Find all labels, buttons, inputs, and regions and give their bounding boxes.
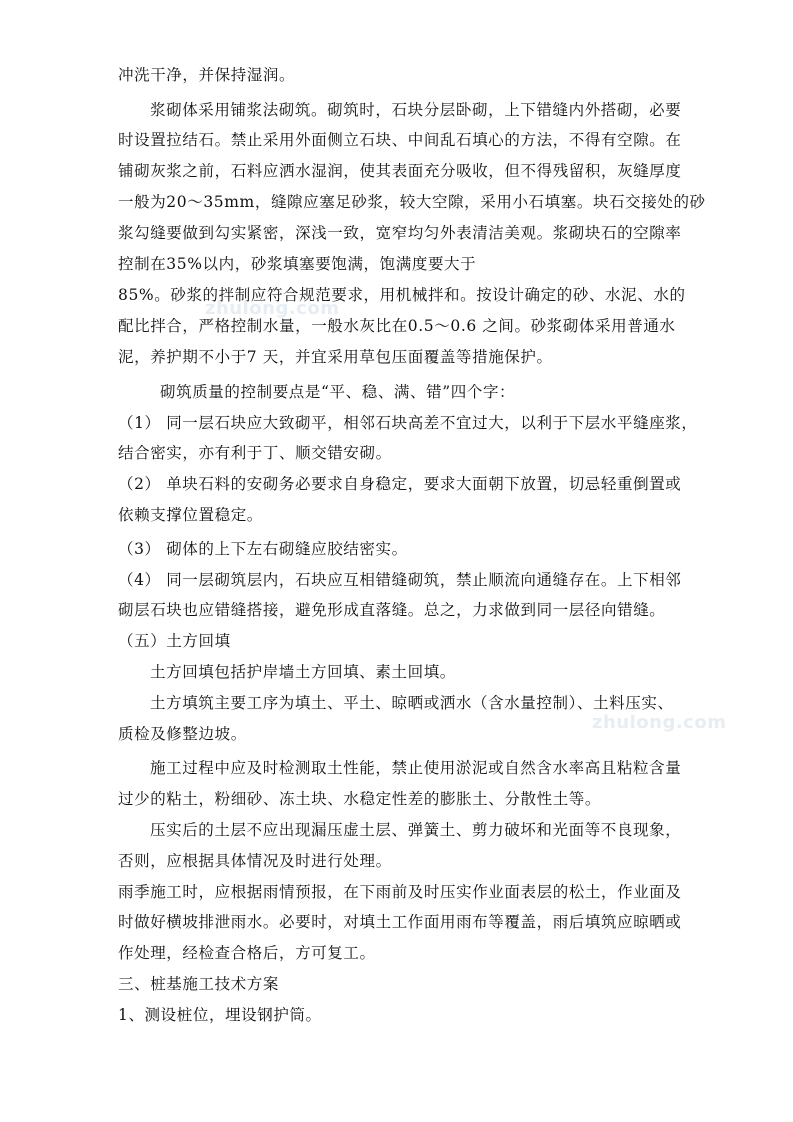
paragraph-line: 铺砌灰浆之前，石料应洒水湿润，使其表面充分吸收，但不得残留积，灰缝厚度 [118,162,682,180]
paragraph-line: 控制在35%以内，砂浆填塞要饱满，饱满度要大于 [118,255,477,273]
paragraph-line: 时做好横坡排泄雨水。必要时，对填土工作面用雨布等覆盖，雨后填筑应晾晒或 [118,913,682,931]
paragraph-line: 施工过程中应及时检测取土性能，禁止使用淤泥或自然含水率高且粘粒含量 [150,759,682,777]
paragraph-line: 土方填筑主要工序为填土、平土、晾晒或洒水（含水量控制）、土料压实、 [150,694,674,712]
paragraph-line: 一般为20～35mm，缝隙应塞足砂浆，较大空隙，采用小石填塞。块石交接处的砂 [118,193,706,211]
watermark: zhulong.com [205,298,340,319]
paragraph-line: 浆砌体采用铺浆法砌筑。砌筑时，石块分层卧砌，上下错缝内外搭砌，必要 [150,101,682,119]
paragraph-line: 作处理，经检查合格后，方可复工。 [118,944,376,962]
paragraph-line: 质检及修整边坡。 [118,725,247,743]
list-item-line: 砌层石块也应错缝搭接，避免形成直落缝。总之，力求做到同一层径向错缝。 [118,601,666,619]
paragraph-line: 土方回填包括护岸墙土方回填、素土回填。 [150,663,456,681]
paragraph-line: 浆勾缝要做到勾实紧密，深浅一致，宽窄均匀外表清洁美观。浆砌块石的空隙率 [118,224,682,242]
paragraph-line: 压实后的土层不应出现漏压虚土层、弹簧土、剪力破坏和光面等不良现象， [150,821,682,839]
paragraph-line: 冲洗干净，并保持湿润。 [118,66,296,84]
list-item-line: 结合密实，亦有利于丁、顺交错安砌。 [118,444,392,462]
list-item-line: （2） 单块石料的安砌务必要求自身稳定，要求大面朝下放置，切忌轻重倒置或 [118,475,682,493]
list-item-line: （1） 同一层石块应大致砌平，相邻石块高差不宜过大，以利于下层水平缝座浆， [118,414,698,432]
list-item-line: （4） 同一层砌筑层内，石块应互相错缝砌筑，禁止顺流向通缝存在。上下相邻 [118,571,682,589]
subsection-heading: 1、测设桩位，埋设钢护筒。 [118,1006,322,1024]
paragraph-line: 85%。砂浆的拌制应符合规范要求，用机械拌和。按设计确定的砂、水泥、水的 [118,286,686,304]
watermark: zhulong.com [592,712,727,733]
paragraph-line: 泥，养护期不小于7 天，并宜采用草包压面覆盖等措施保护。 [118,348,553,366]
paragraph-line: 否则，应根据具体情况及时进行处理。 [118,852,392,870]
section-heading: 三、桩基施工技术方案 [118,975,280,993]
paragraph-line: 过少的粘土，粉细砂、冻土块、水稳定性差的膨胀土、分散性土等。 [118,790,602,808]
paragraph-line: 时设置拉结石。禁止采用外面侧立石块、中间乱石填心的方法，不得有空隙。在 [118,131,682,149]
paragraph-line: 砌筑质量的控制要点是“平、稳、满、错”四个字： [160,383,516,401]
list-item-line: 依赖支撑位置稳定。 [118,506,263,524]
paragraph-line: 配比拌合，严格控制水量，一般水灰比在0.5～0.6 之间。砂浆砌体采用普通水 [118,317,676,335]
section-heading: （五）土方回填 [118,632,231,650]
list-item-line: （3） 砌体的上下左右砌缝应胶结密实。 [118,540,408,558]
paragraph-line: 雨季施工时，应根据雨情预报，在下雨前及时压实作业面表层的松土，作业面及 [118,883,682,901]
